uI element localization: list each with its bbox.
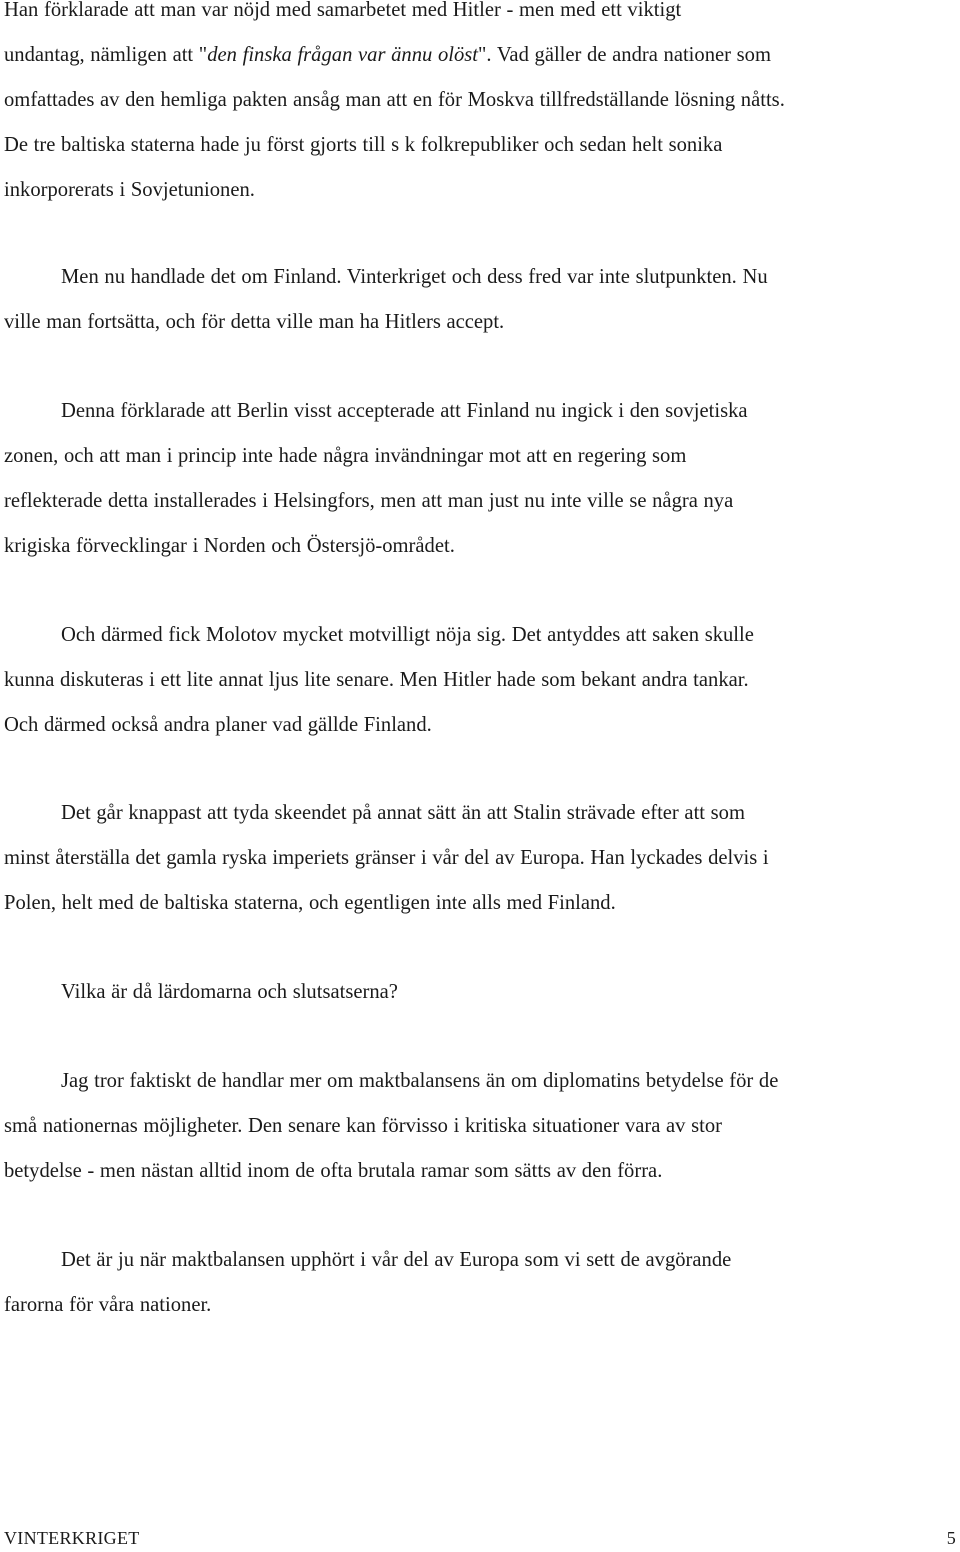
paragraph bbox=[4, 1059, 934, 1194]
text-run: omfattades av den hemliga pakten ansåg man att en för Moskva tillfredställande lösning nåtts. bbox=[4, 89, 785, 111]
text-line bbox=[4, 389, 934, 434]
text-line bbox=[4, 300, 934, 345]
text-line bbox=[4, 1149, 934, 1194]
text-line bbox=[4, 613, 934, 658]
paragraph bbox=[4, 1238, 934, 1328]
text-line bbox=[4, 1104, 934, 1149]
text-run: Det går knappast att tyda skeendet på annat sätt än att Stalin strävade efter att som bbox=[61, 802, 745, 824]
text-run: zonen, och att man i princip inte hade några invändningar mot att en regering som bbox=[4, 445, 687, 467]
text-run: små nationernas möjligheter. Den senare kan förvisso i kritiska situationer vara av stor bbox=[4, 1115, 723, 1137]
text-line bbox=[4, 836, 934, 881]
text-run: minst återställa det gamla ryska imperiets gränser i vår del av Europa. Han lyckades delvis i bbox=[4, 847, 769, 869]
footer-title: VINTERKRIGET bbox=[4, 1528, 140, 1548]
text-run: farorna för våra nationer. bbox=[4, 1294, 212, 1316]
paragraph bbox=[4, 970, 934, 1015]
text-run: ". Vad gäller de andra nationer som bbox=[478, 44, 771, 66]
paragraph bbox=[4, 389, 934, 569]
text-line bbox=[4, 881, 934, 926]
text-line bbox=[4, 1238, 934, 1283]
paragraph bbox=[4, 613, 934, 748]
paragraph bbox=[4, 0, 934, 213]
text-run: Jag tror faktiskt de handlar mer om maktbalansens än om diplomatins betydelse för de bbox=[61, 1070, 779, 1092]
text-run: Vilka är då lärdomarna och slutsatserna? bbox=[61, 981, 398, 1003]
text-line bbox=[4, 479, 934, 524]
text-line bbox=[4, 0, 934, 33]
text-line bbox=[4, 33, 934, 78]
text-line bbox=[4, 658, 934, 703]
text-run: Han förklarade att man var nöjd med samarbetet med Hitler - men med ett viktigt bbox=[4, 0, 682, 21]
text-run: undantag, nämligen att " bbox=[4, 44, 208, 66]
text-run: reflekterade detta installerades i Helsingfors, men att man just nu inte ville se några nya bbox=[4, 490, 734, 512]
text-run: Och därmed fick Molotov mycket motvilligt nöja sig. Det antyddes att saken skulle bbox=[61, 624, 754, 646]
text-run: betydelse - men nästan alltid inom de ofta brutala ramar som sätts av den förra. bbox=[4, 1160, 663, 1182]
paragraph bbox=[4, 791, 934, 926]
text-run: Det är ju när maktbalansen upphört i vår del av Europa som vi sett de avgörande bbox=[61, 1249, 732, 1271]
text-run: Polen, helt med de baltiska staterna, och egentligen inte alls med Finland. bbox=[4, 892, 616, 914]
text-run: inkorporerats i Sovjetunionen. bbox=[4, 179, 255, 201]
text-run: ville man fortsätta, och för detta ville man ha Hitlers accept. bbox=[4, 311, 505, 333]
text-line bbox=[4, 703, 934, 748]
text-line bbox=[4, 1059, 934, 1104]
page-number: 5 bbox=[946, 1528, 956, 1548]
italic-text: den finska frågan var ännu olöst bbox=[207, 44, 479, 66]
text-run: Och därmed också andra planer vad gällde Finland. bbox=[4, 714, 432, 736]
text-line bbox=[4, 123, 934, 168]
text-line bbox=[4, 255, 934, 300]
paragraph bbox=[4, 255, 934, 345]
text-run: De tre baltiska staterna hade ju först gjorts till s k folkrepubliker och sedan helt sonika bbox=[4, 134, 723, 156]
text-run: kunna diskuteras i ett lite annat ljus lite senare. Men Hitler hade som bekant andra tankar. bbox=[4, 669, 749, 691]
text-run: krigiska förvecklingar i Norden och Östersjö-området. bbox=[4, 535, 455, 557]
text-line bbox=[4, 78, 934, 123]
text-line bbox=[4, 434, 934, 479]
text-line bbox=[4, 970, 934, 1015]
text-line bbox=[4, 524, 934, 569]
text-run: Denna förklarade att Berlin visst accepterade att Finland nu ingick i den sovjetiska bbox=[61, 400, 748, 422]
text-line bbox=[4, 1283, 934, 1328]
text-line bbox=[4, 168, 934, 213]
text-line bbox=[4, 791, 934, 836]
text-run: Men nu handlade det om Finland. Vinterkriget och dess fred var inte slutpunkten. Nu bbox=[61, 266, 768, 288]
